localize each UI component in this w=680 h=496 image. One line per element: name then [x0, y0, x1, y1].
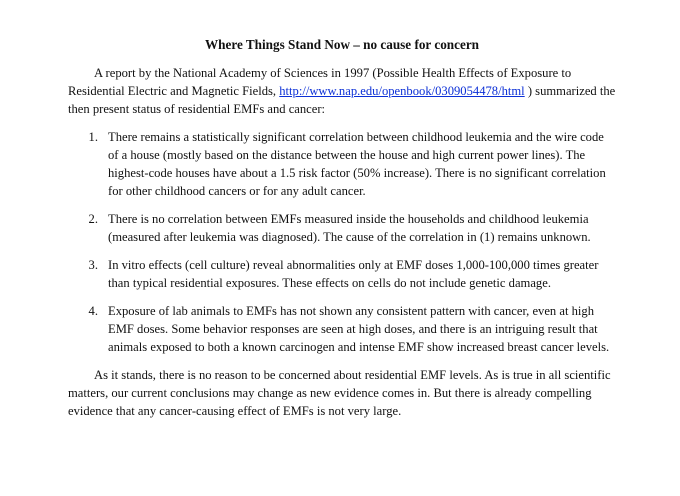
intro-text-after-link: ) summarized the then present status of residential EMFs and cancer:	[68, 84, 616, 116]
finding-number: 3.	[88, 258, 98, 272]
finding-number: 1.	[88, 130, 98, 144]
finding-item	[68, 210, 616, 246]
intro-paragraph	[68, 64, 616, 118]
finding-text: There is no correlation between EMFs measured inside the households and childhood leukemia (measured after leukemia was diagnosed). The cause of the correlation in (1) remains unknown.	[108, 212, 591, 244]
finding-item	[68, 302, 616, 356]
closing-paragraph: As it stands, there is no reason to be concerned about residential EMF levels. As is true in all scientific matters, our current conclusions may change as new evidence comes in. But there is already compelling evidence that any cancer-causing effect of EMFs is not very large.	[68, 368, 611, 418]
finding-number: 4.	[88, 304, 98, 318]
finding-item	[68, 256, 616, 292]
finding-text: There remains a statistically significant correlation between childhood leukemia and the wire code of a house (mostly based on the distance between the house and high current power lines). The highest-code houses have about a 1.5 risk factor (50% increase). There is no significant correlation for other childhood cancers or for any adult cancer.	[108, 130, 606, 198]
finding-number: 2.	[88, 212, 98, 226]
findings-list	[68, 128, 616, 356]
finding-text: Exposure of lab animals to EMFs has not shown any consistent pattern with cancer, even at high EMF doses. Some behavior responses are seen at high doses, and there is an intriguing result that animals exposed to both a known carcinogen and intense EMF show increased breast cancer levels.	[108, 304, 610, 354]
report-link[interactable]: http://www.nap.edu/openbook/0309054478/html	[279, 84, 525, 98]
finding-item	[68, 128, 616, 200]
intro-text-before-link: A report by the National Academy of Sciences in 1997 (Possible Health Effects of Exposure to Residential Electric and Magnetic Fields,	[68, 66, 572, 98]
document-page	[68, 36, 616, 420]
finding-text: In vitro effects (cell culture) reveal abnormalities only at EMF doses 1,000-100,000 times greater than typical residential exposures. These effects on cells do not include genetic damage.	[108, 258, 599, 290]
document-title: Where Things Stand Now – no cause for concern	[204, 37, 480, 52]
